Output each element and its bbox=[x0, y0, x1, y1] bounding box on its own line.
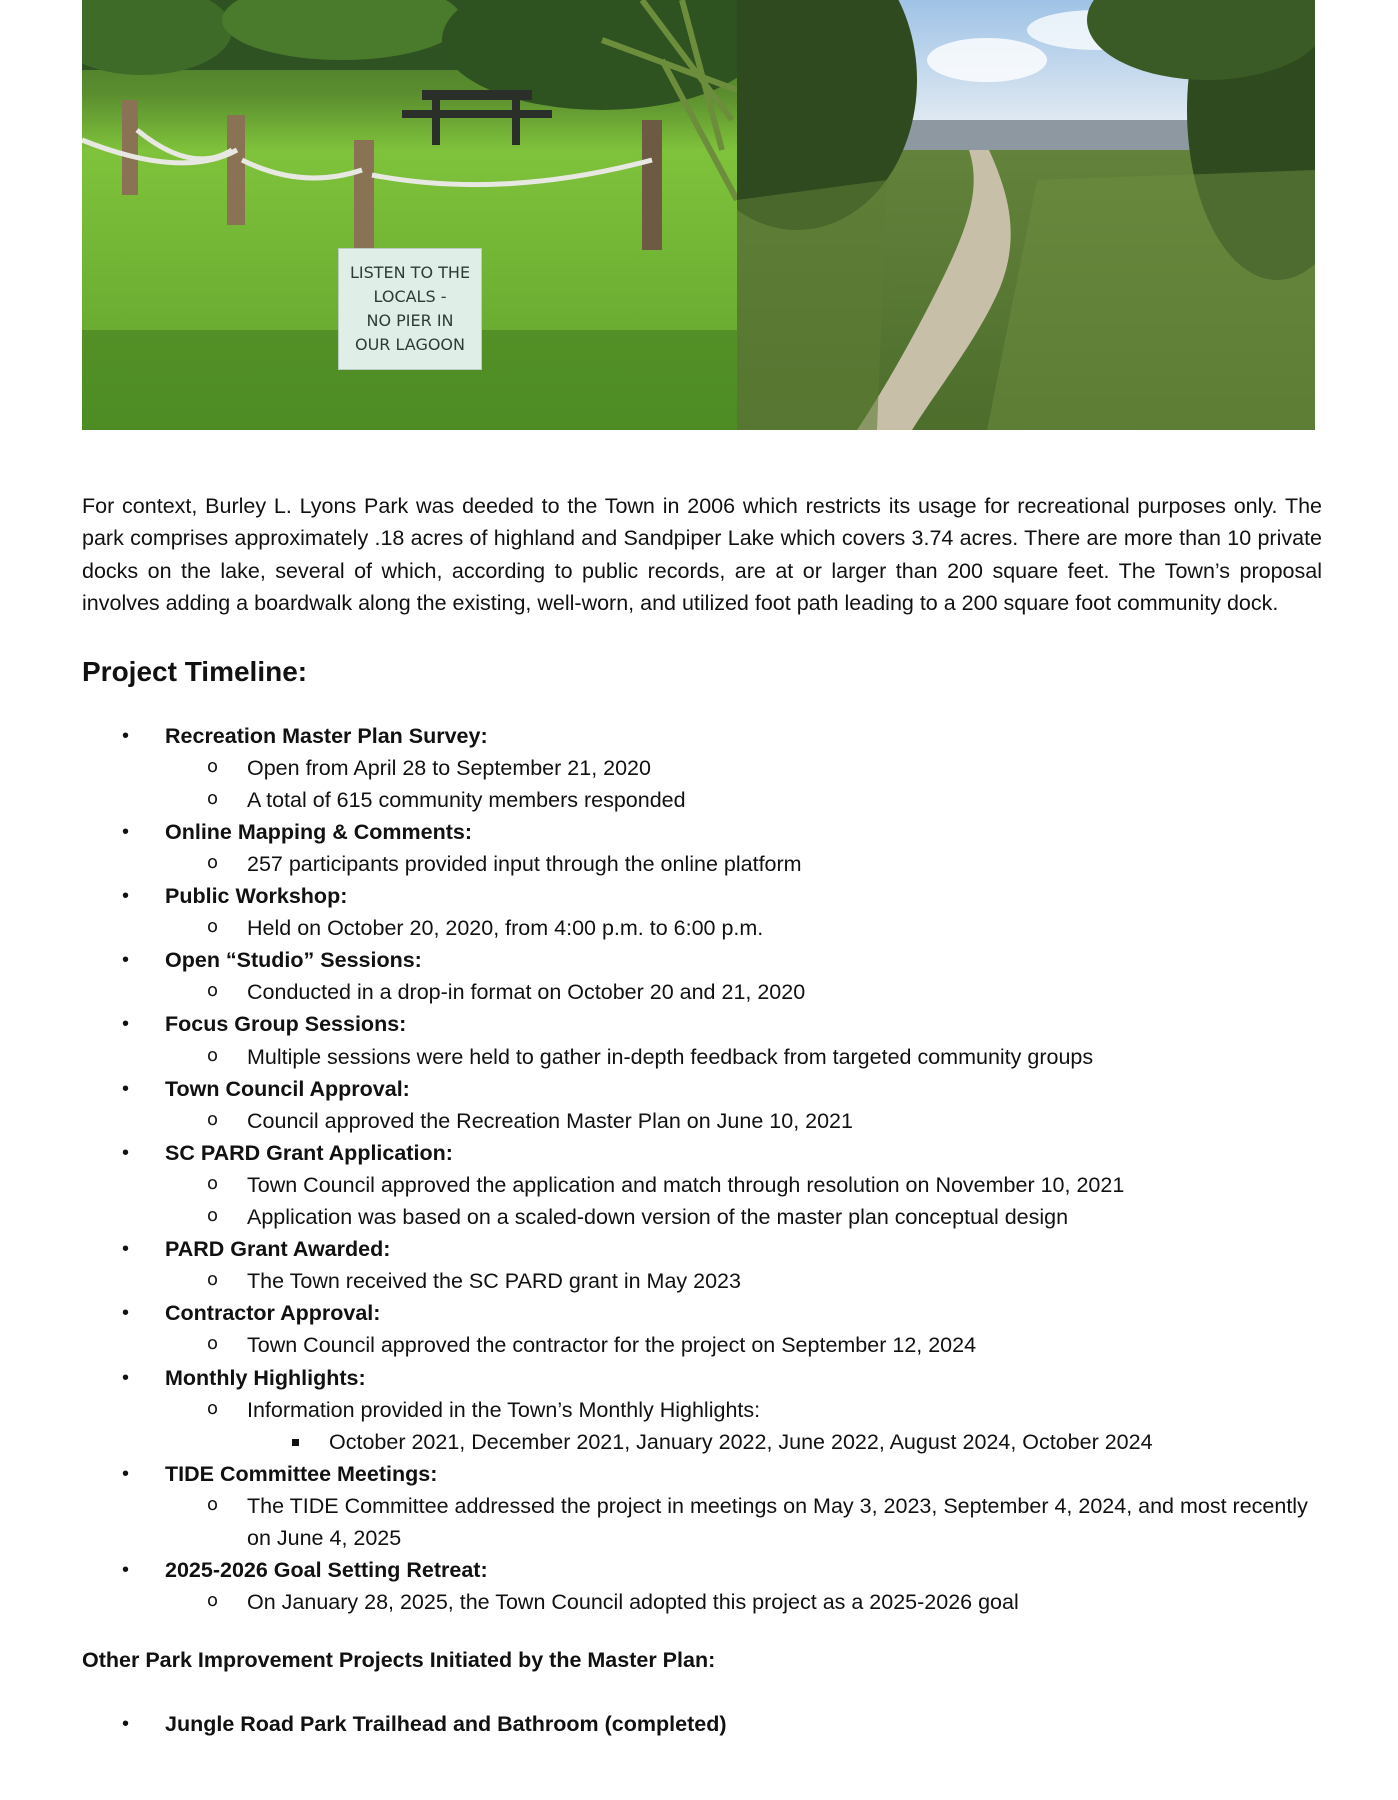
lake-path-photo bbox=[737, 0, 1315, 430]
timeline-subitem: o Multiple sessions were held to gather in-depth feedback from targeted community groups bbox=[165, 1041, 1322, 1073]
timeline-item-title: TIDE Committee Meetings: bbox=[165, 1461, 438, 1486]
document-body bbox=[82, 490, 1322, 1740]
other-projects-list bbox=[82, 1708, 1322, 1740]
timeline-subitems bbox=[165, 1041, 1322, 1073]
timeline-subitem: o Council approved the Recreation Master Plan on June 10, 2021 bbox=[165, 1105, 1322, 1137]
timeline-item-title: 2025-2026 Goal Setting Retreat: bbox=[165, 1558, 488, 1583]
timeline-subitems bbox=[165, 848, 1322, 880]
timeline-subitem bbox=[165, 1394, 1322, 1458]
timeline-subitems bbox=[165, 1586, 1322, 1618]
timeline-subsubitem: October 2021, December 2021, January 2022, June 2022, August 2024, October 2024 bbox=[247, 1426, 1322, 1458]
timeline-item bbox=[82, 1297, 1322, 1361]
protest-sign bbox=[338, 248, 482, 370]
timeline-subitem-text: Information provided in the Town’s Monthly Highlights: bbox=[247, 1397, 761, 1422]
timeline-subitems bbox=[165, 1169, 1322, 1233]
sign-line-1: LISTEN TO THE bbox=[349, 263, 471, 282]
timeline-subitem: o Open from April 28 to September 21, 2020 bbox=[165, 752, 1322, 784]
sign-line-2: LOCALS - bbox=[373, 287, 447, 306]
timeline-subitem: o 257 participants provided input through the online platform bbox=[165, 848, 1322, 880]
timeline-subitems bbox=[165, 1265, 1322, 1297]
other-projects-heading: Other Park Improvement Projects Initiated by the Master Plan: bbox=[82, 1648, 716, 1673]
timeline-subitem: o Application was based on a scaled-down version of the master plan conceptual design bbox=[165, 1201, 1322, 1233]
timeline-item bbox=[82, 720, 1322, 816]
timeline-subitems bbox=[165, 1490, 1322, 1554]
timeline-subitems bbox=[165, 976, 1322, 1008]
lake-footpath-image bbox=[737, 0, 1315, 430]
timeline-item bbox=[82, 1458, 1322, 1554]
timeline-subitem: o Held on October 20, 2020, from 4:00 p.m. to 6:00 p.m. bbox=[165, 912, 1322, 944]
sign-line-3: NO PIER IN bbox=[366, 311, 454, 330]
timeline-subitems bbox=[165, 1329, 1322, 1361]
timeline-item-title: Open “Studio” Sessions: bbox=[165, 948, 422, 973]
timeline-item-title: SC PARD Grant Application: bbox=[165, 1140, 453, 1165]
timeline-subitems bbox=[165, 912, 1322, 944]
timeline-item bbox=[82, 1233, 1322, 1297]
timeline-item-title: Town Council Approval: bbox=[165, 1076, 410, 1101]
timeline-subitem: o Town Council approved the application and match through resolution on November 10, 2021 bbox=[165, 1169, 1322, 1201]
timeline-subitems bbox=[165, 1394, 1322, 1458]
timeline-subitem: o The TIDE Committee addressed the project in meetings on May 3, 2023, September 4, 2024, and most recently on June 4, 2025 bbox=[165, 1490, 1322, 1554]
sign-line-4: OUR LAGOON bbox=[354, 335, 465, 354]
park-picnic-photo bbox=[82, 0, 737, 430]
timeline-heading: Project Timeline: bbox=[82, 655, 308, 687]
timeline-item bbox=[82, 1073, 1322, 1137]
timeline-item-title: Contractor Approval: bbox=[165, 1301, 381, 1326]
timeline-subsubitems bbox=[247, 1426, 1322, 1458]
timeline-item-title: Online Mapping & Comments: bbox=[165, 819, 472, 844]
timeline-item bbox=[82, 880, 1322, 944]
timeline-item-title: Public Workshop: bbox=[165, 884, 348, 909]
other-project-item: • Jungle Road Park Trailhead and Bathroom (completed) bbox=[82, 1708, 1322, 1740]
timeline-subitem: o Town Council approved the contractor for the project on September 12, 2024 bbox=[165, 1329, 1322, 1361]
timeline-item-title: Monthly Highlights: bbox=[165, 1365, 366, 1390]
timeline-item-title: Recreation Master Plan Survey: bbox=[165, 723, 488, 748]
timeline-item bbox=[82, 1362, 1322, 1458]
timeline-subitem: o A total of 615 community members responded bbox=[165, 784, 1322, 816]
timeline-item-title: Focus Group Sessions: bbox=[165, 1012, 407, 1037]
timeline-subitems bbox=[165, 1105, 1322, 1137]
timeline-item bbox=[82, 1008, 1322, 1072]
timeline-list bbox=[82, 720, 1322, 1619]
timeline-item bbox=[82, 1137, 1322, 1233]
context-paragraph: For context, Burley L. Lyons Park was deeded to the Town in 2006 which restricts its usage for recreational purposes only. The park comprises approximately .18 acres of highland and Sandpiper Lake which covers 3.74 acres. There are more than 10 private docks on the lake, several of which, according to public records, are at or larger than 200 square feet. The Town’s proposal involves adding a boardwalk along the existing, well-worn, and utilized foot path leading to a 200 square foot community dock. bbox=[82, 494, 1322, 616]
photo-strip bbox=[82, 0, 1315, 430]
timeline-subitems bbox=[165, 752, 1322, 816]
timeline-item bbox=[82, 1554, 1322, 1618]
timeline-subitem: o On January 28, 2025, the Town Council adopted this project as a 2025-2026 goal bbox=[165, 1586, 1322, 1618]
timeline-item-title: PARD Grant Awarded: bbox=[165, 1237, 391, 1262]
timeline-item bbox=[82, 816, 1322, 880]
timeline-subitem: o The Town received the SC PARD grant in May 2023 bbox=[165, 1265, 1322, 1297]
timeline-item bbox=[82, 944, 1322, 1008]
timeline-subitem: o Conducted in a drop-in format on October 20 and 21, 2020 bbox=[165, 976, 1322, 1008]
